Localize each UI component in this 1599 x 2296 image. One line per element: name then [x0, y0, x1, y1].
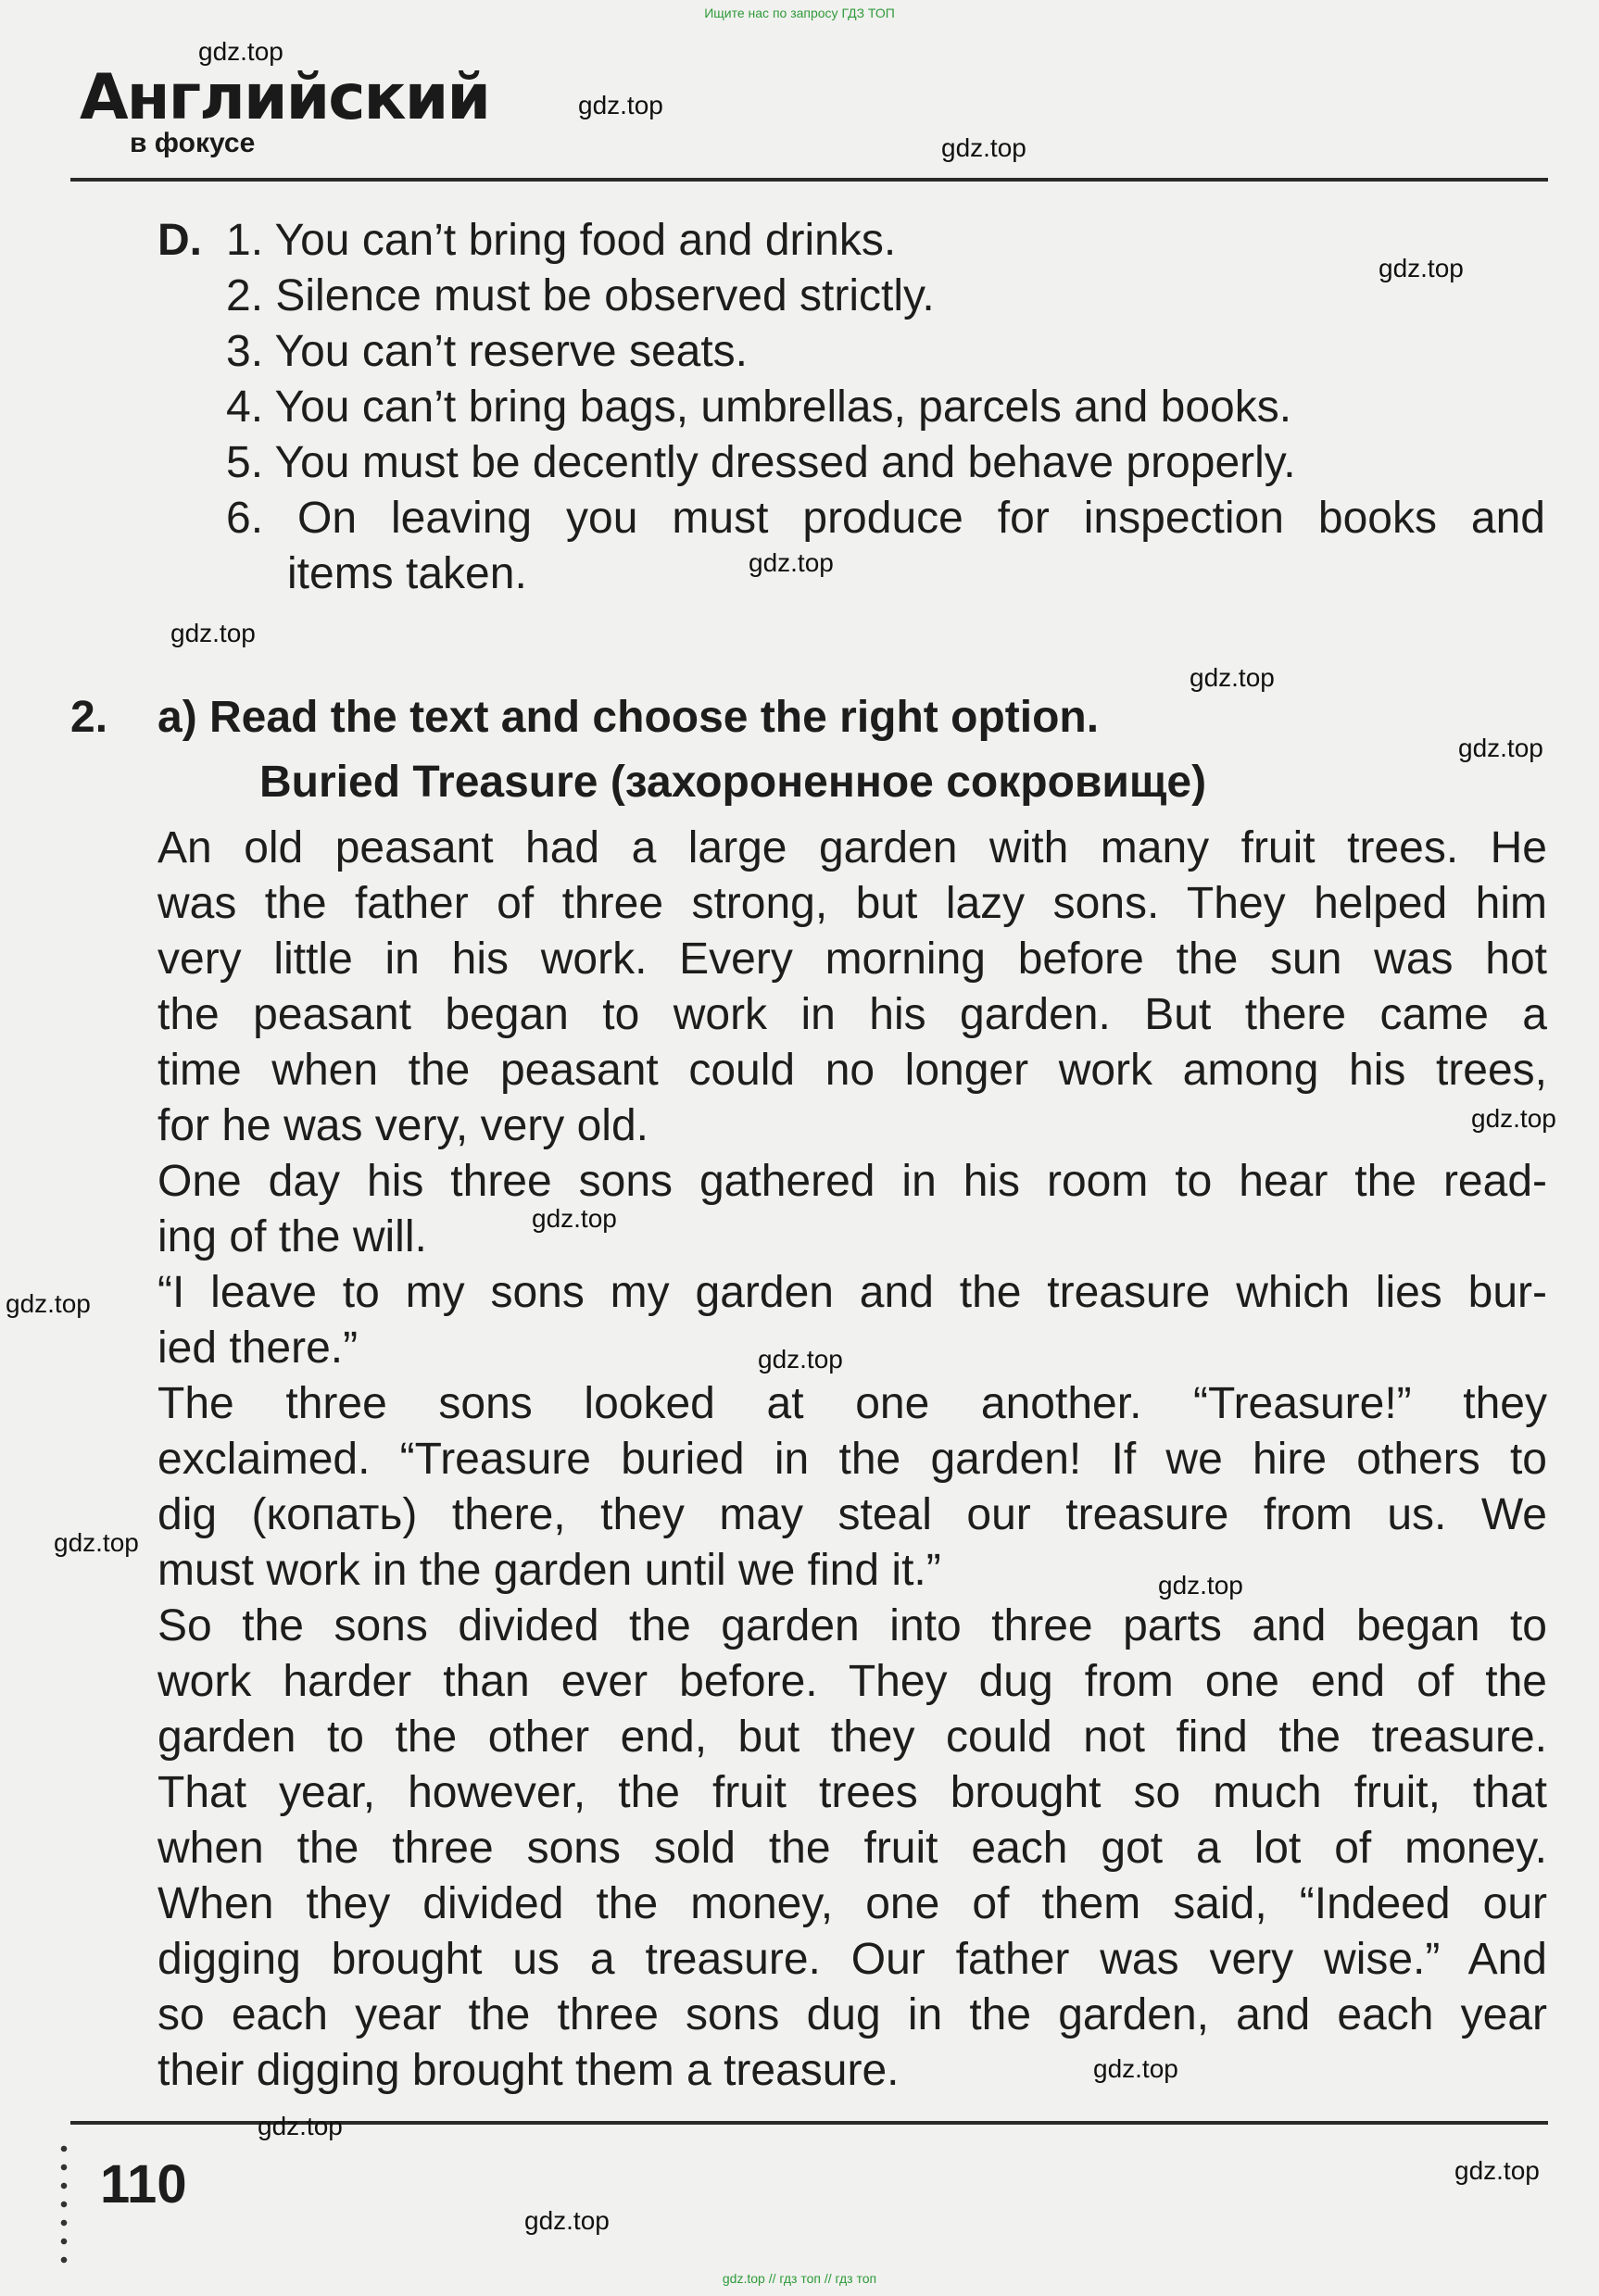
text-line: their digging brought them a treasure.: [157, 2046, 900, 2095]
watermark: gdz.top: [170, 619, 256, 647]
text-line: ing of the will.: [157, 1212, 427, 1261]
watermark: gdz.top: [1190, 663, 1275, 692]
header-rule: [70, 178, 1548, 182]
text-line: for he was very, very old.: [157, 1101, 648, 1150]
watermark: gdz.top: [1379, 254, 1464, 282]
text-line: ied there.”: [157, 1324, 359, 1373]
text-line: The three sons looked at one another. “Treasure!” they: [157, 1379, 1547, 1428]
section-d-item: 5. You must be decently dressed and behave properly.: [226, 438, 1296, 487]
watermark: gdz.top: [1454, 2156, 1540, 2185]
text-line: work harder than ever before. They dug from one end of the: [157, 1657, 1547, 1706]
text-line: That year, however, the fruit trees brought so much fruit, that: [157, 1768, 1547, 1817]
section-d-item: 4. You can’t bring bags, umbrellas, parcels and books.: [226, 383, 1292, 432]
text-line: garden to the other end, but they could not find the treasure.: [157, 1713, 1547, 1762]
text-line: So the sons divided the garden into three parts and began to: [157, 1601, 1547, 1650]
text-line: time when the peasant could no longer work among his trees,: [157, 1046, 1547, 1095]
bottom-note: gdz.top // гдз топ // гдз топ: [722, 2271, 877, 2286]
exercise-number: 2.: [70, 693, 108, 742]
watermark: gdz.top: [54, 1528, 139, 1557]
watermark: gdz.top: [1158, 1571, 1243, 1600]
exercise-instruction: a) Read the text and choose the right option.: [157, 693, 1100, 742]
top-note: Ищите нас по запросу ГДЗ ТОП: [704, 6, 895, 20]
watermark: gdz.top: [532, 1204, 617, 1233]
text-line: dig (копать) there, they may steal our treasure from us. We: [157, 1490, 1547, 1539]
section-d-item-continuation: items taken.: [287, 549, 527, 598]
watermark: gdz.top: [524, 2206, 610, 2235]
section-d-item: 3. You can’t reserve seats.: [226, 327, 749, 376]
text-line: very little in his work. Every morning before the sun was hot: [157, 935, 1547, 984]
watermark: gdz.top: [941, 133, 1026, 162]
watermark: gdz.top: [578, 91, 663, 119]
series-logo-subtitle: в фокусе: [130, 128, 256, 158]
watermark: gdz.top: [6, 1289, 91, 1318]
text-line: so each year the three sons dug in the garden, and each year: [157, 1990, 1547, 2039]
section-d-item: 6. On leaving you must produce for inspection books and: [226, 494, 1545, 543]
text-line: must work in the garden until we find it.”: [157, 1546, 941, 1595]
text-line: When they divided the money, one of them said, “Indeed our: [157, 1879, 1547, 1928]
text-line: An old peasant had a large garden with many fruit trees. He: [157, 823, 1547, 872]
text-line: digging brought us a treasure. Our father was very wise.” And: [157, 1935, 1547, 1984]
text-line: One day his three sons gathered in his room to hear the read-: [157, 1157, 1547, 1206]
page-number: 110: [100, 2154, 187, 2214]
text-line: “I leave to my sons my garden and the treasure which lies bur-: [157, 1268, 1547, 1317]
watermark: gdz.top: [749, 548, 834, 577]
text-line: was the father of three strong, but lazy sons. They helped him: [157, 879, 1547, 928]
series-logo: Английский: [80, 61, 489, 134]
section-d-label: D.: [157, 216, 202, 265]
text-line: when the three sons sold the fruit each got a lot of money.: [157, 1824, 1547, 1873]
watermark: gdz.top: [1458, 734, 1543, 762]
text-line: exclaimed. “Treasure buried in the garden! If we hire others to: [157, 1435, 1547, 1484]
watermark: gdz.top: [1093, 2054, 1178, 2083]
text-line: the peasant began to work in his garden. But there came a: [157, 990, 1547, 1039]
watermark: gdz.top: [198, 37, 283, 66]
watermark: gdz.top: [1471, 1104, 1556, 1133]
section-d-item: 1. You can’t bring food and drinks.: [226, 216, 897, 265]
text-title: Buried Treasure (захороненное сокровище): [259, 758, 1207, 807]
section-d-item: 2. Silence must be observed strictly.: [226, 271, 935, 320]
footer-dot-border: [59, 2139, 69, 2269]
watermark: gdz.top: [258, 2112, 343, 2140]
watermark: gdz.top: [758, 1345, 843, 1374]
